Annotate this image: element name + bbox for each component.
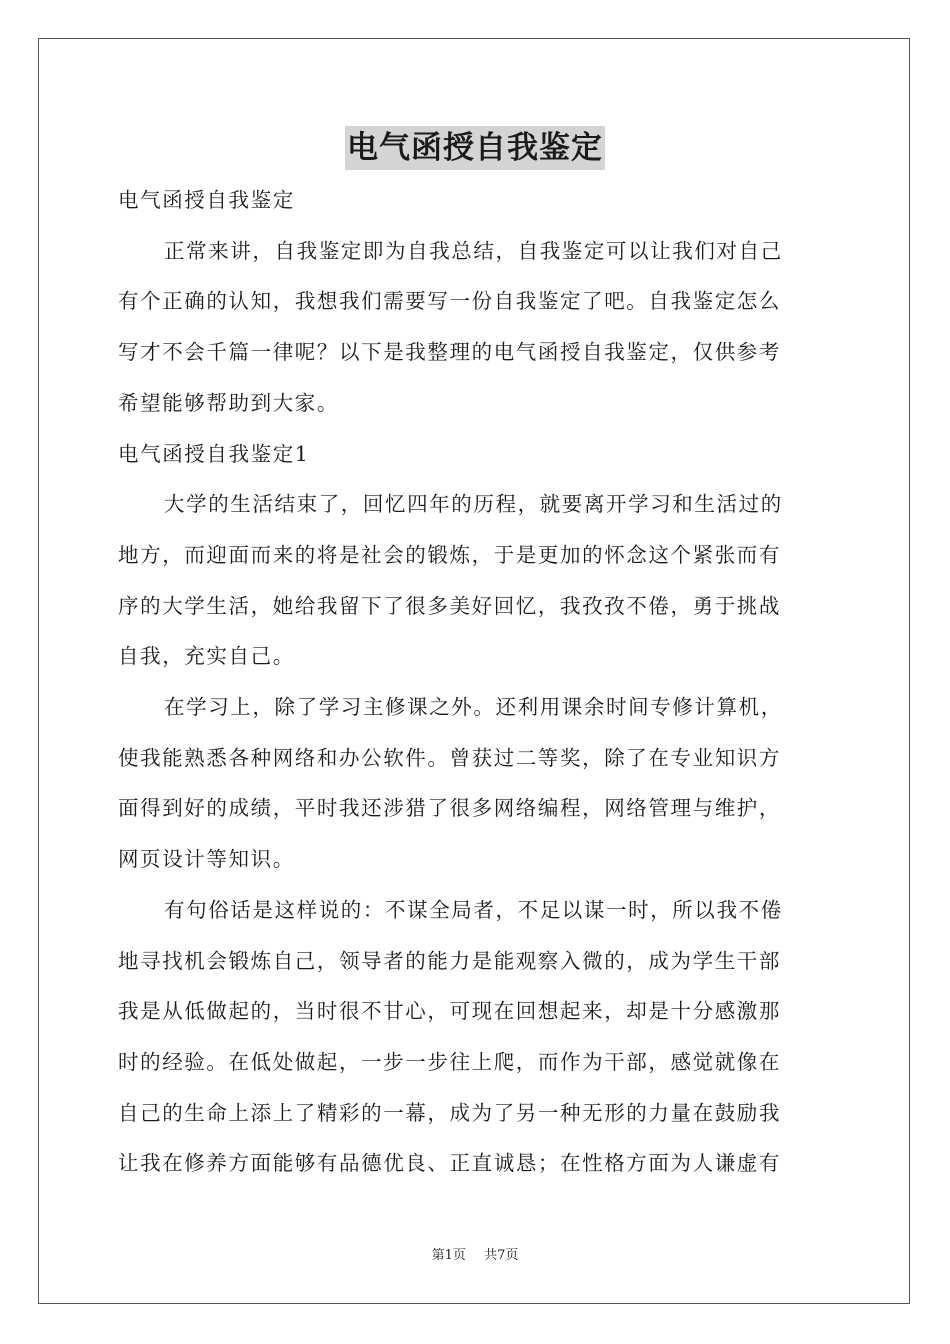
title-container [0,126,950,170]
paragraph-line: 地寻找机会锻炼自己，领导者的能力是能观察入微的，成为学生干部 [118,948,781,973]
paragraph-line: 有个正确的认知，我想我们需要写一份自我鉴定了吧。自我鉴定怎么 [118,289,781,314]
paragraph-line: 正常来讲，自我鉴定即为自我总结，自我鉴定可以让我们对自己 [164,238,783,263]
page-footer [0,1247,950,1265]
section-heading: 电气函授自我鉴定1 [118,441,310,466]
document-title: 电气函授自我鉴定 [345,126,605,170]
paragraph-line: 面得到好的成绩，平时我还涉猎了很多网络编程，网络管理与维护， [118,796,781,821]
page-number: 第1页 [431,1248,466,1263]
paragraph-line: 地方，而迎面而来的将是社会的锻炼，于是更加的怀念这个紧张而有 [118,542,781,567]
page-total: 共7页 [484,1248,519,1263]
paragraph-line: 大学的生活结束了，回忆四年的历程，就要离开学习和生活过的 [164,492,783,517]
paragraph-line: 自己的生命上添上了精彩的一幕，成为了另一种无形的力量在鼓励我 [118,1100,781,1125]
paragraph-line: 希望能够帮助到大家。 [118,390,339,415]
paragraph-line: 时的经验。在低处做起，一步一步往上爬，而作为干部，感觉就像在 [118,1049,781,1074]
section-heading: 电气函授自我鉴定 [118,188,295,212]
paragraph-line: 自我，充实自己。 [118,644,295,669]
paragraph-line: 网页设计等知识。 [118,847,295,872]
paragraph-line: 在学习上，除了学习主修课之外。还利用课余时间专修计算机， [164,695,783,720]
paragraph-line: 写才不会千篇一律呢？以下是我整理的电气函授自我鉴定，仅供参考 [118,340,781,365]
document-body [118,175,834,1189]
paragraph-line: 序的大学生活，她给我留下了很多美好回忆，我孜孜不倦，勇于挑战 [118,593,781,618]
paragraph-line: 有句俗话是这样说的：不谋全局者，不足以谋一时，所以我不倦 [164,897,783,922]
paragraph-line: 我是从低做起的，当时很不甘心，可现在回想起来，却是十分感激那 [118,999,781,1024]
paragraph-line: 使我能熟悉各种网络和办公软件。曾获过二等奖，除了在专业知识方 [118,745,781,770]
paragraph-line: 让我在修养方面能够有品德优良、正直诚恳；在性格方面为人谦虚有 [118,1151,781,1176]
